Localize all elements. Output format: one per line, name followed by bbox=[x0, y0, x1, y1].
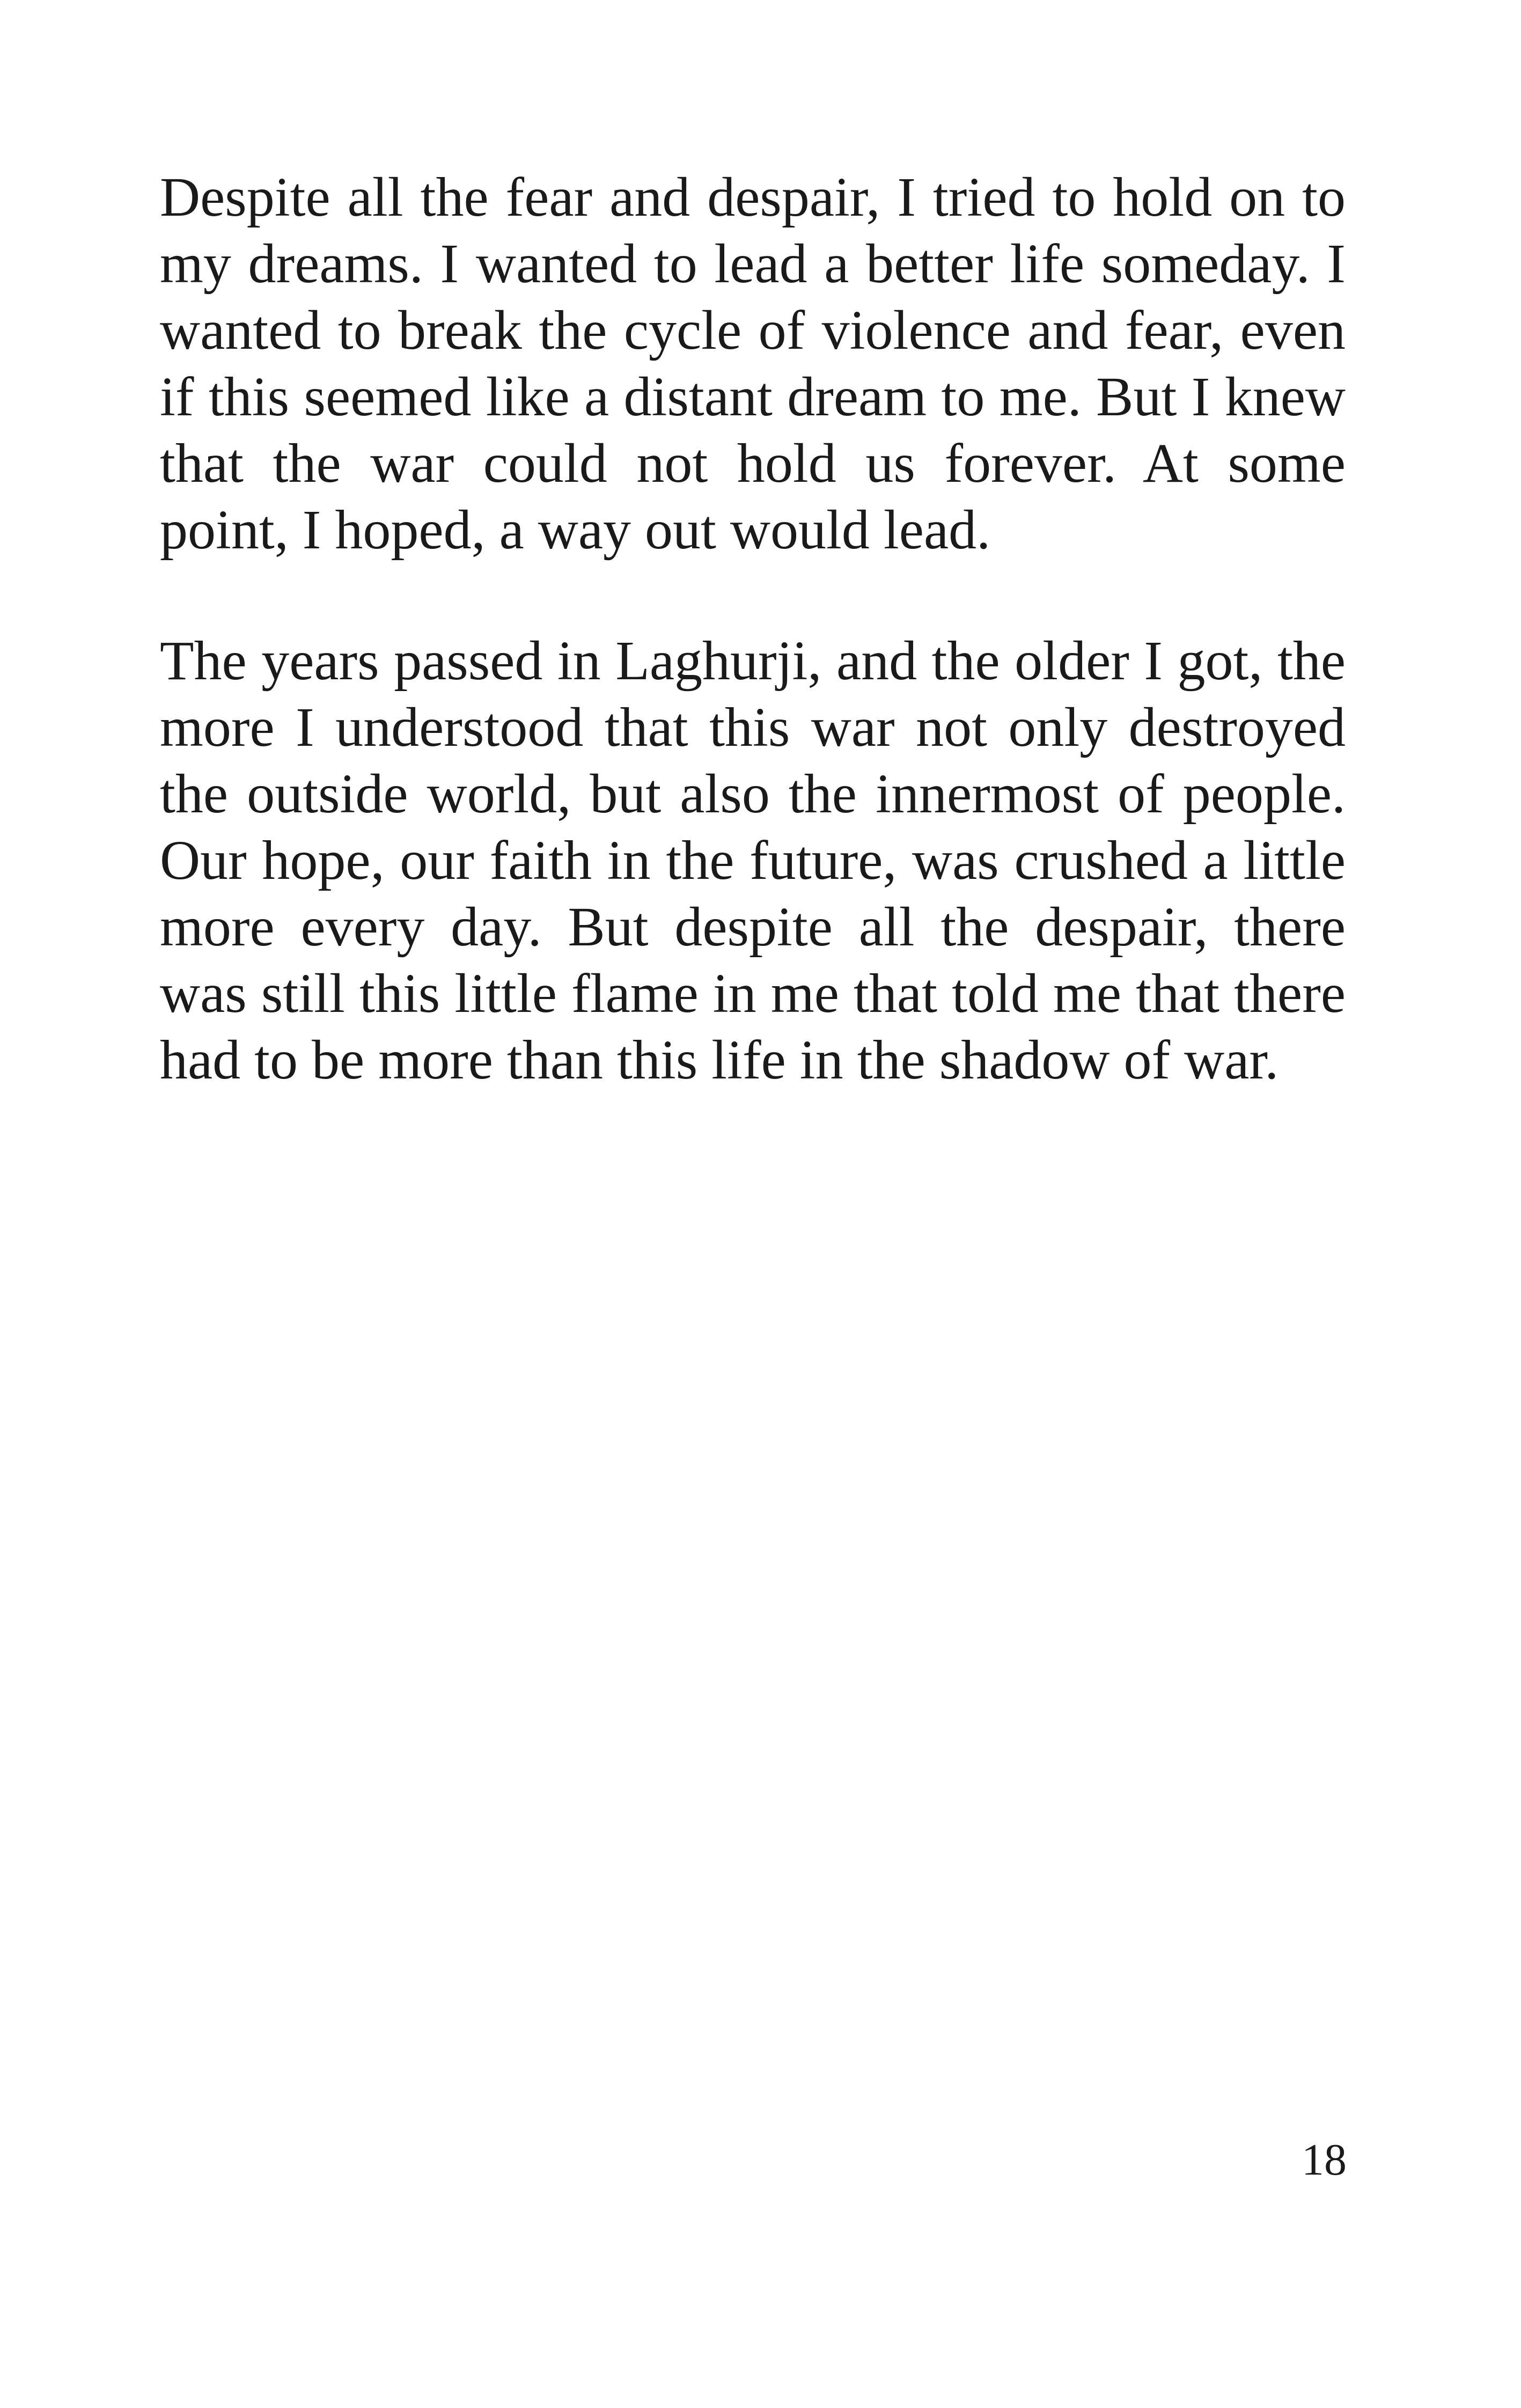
paragraph-1: Despite all the fear and despair, I tried to hold on to my dreams. I wanted to lead a better life someday. I wanted to break the cycle of violence and fear, even if this seemed like a distant dream to me. But I knew that the war could not hold us forever. At some point, I hoped, a way out would lead. bbox=[160, 166, 1346, 561]
page-number: 18 bbox=[1302, 2135, 1347, 2185]
paragraph-2: The years passed in Laghurji, and the older I got, the more I understood that this war not only destroyed the outside world, but also the innermost of people. Our hope, our faith in the future, was crushed a little more every day. But despite all the despair, there was still this little flame in me that told me that there had to be more than this life in the shadow of war. bbox=[160, 630, 1346, 1091]
